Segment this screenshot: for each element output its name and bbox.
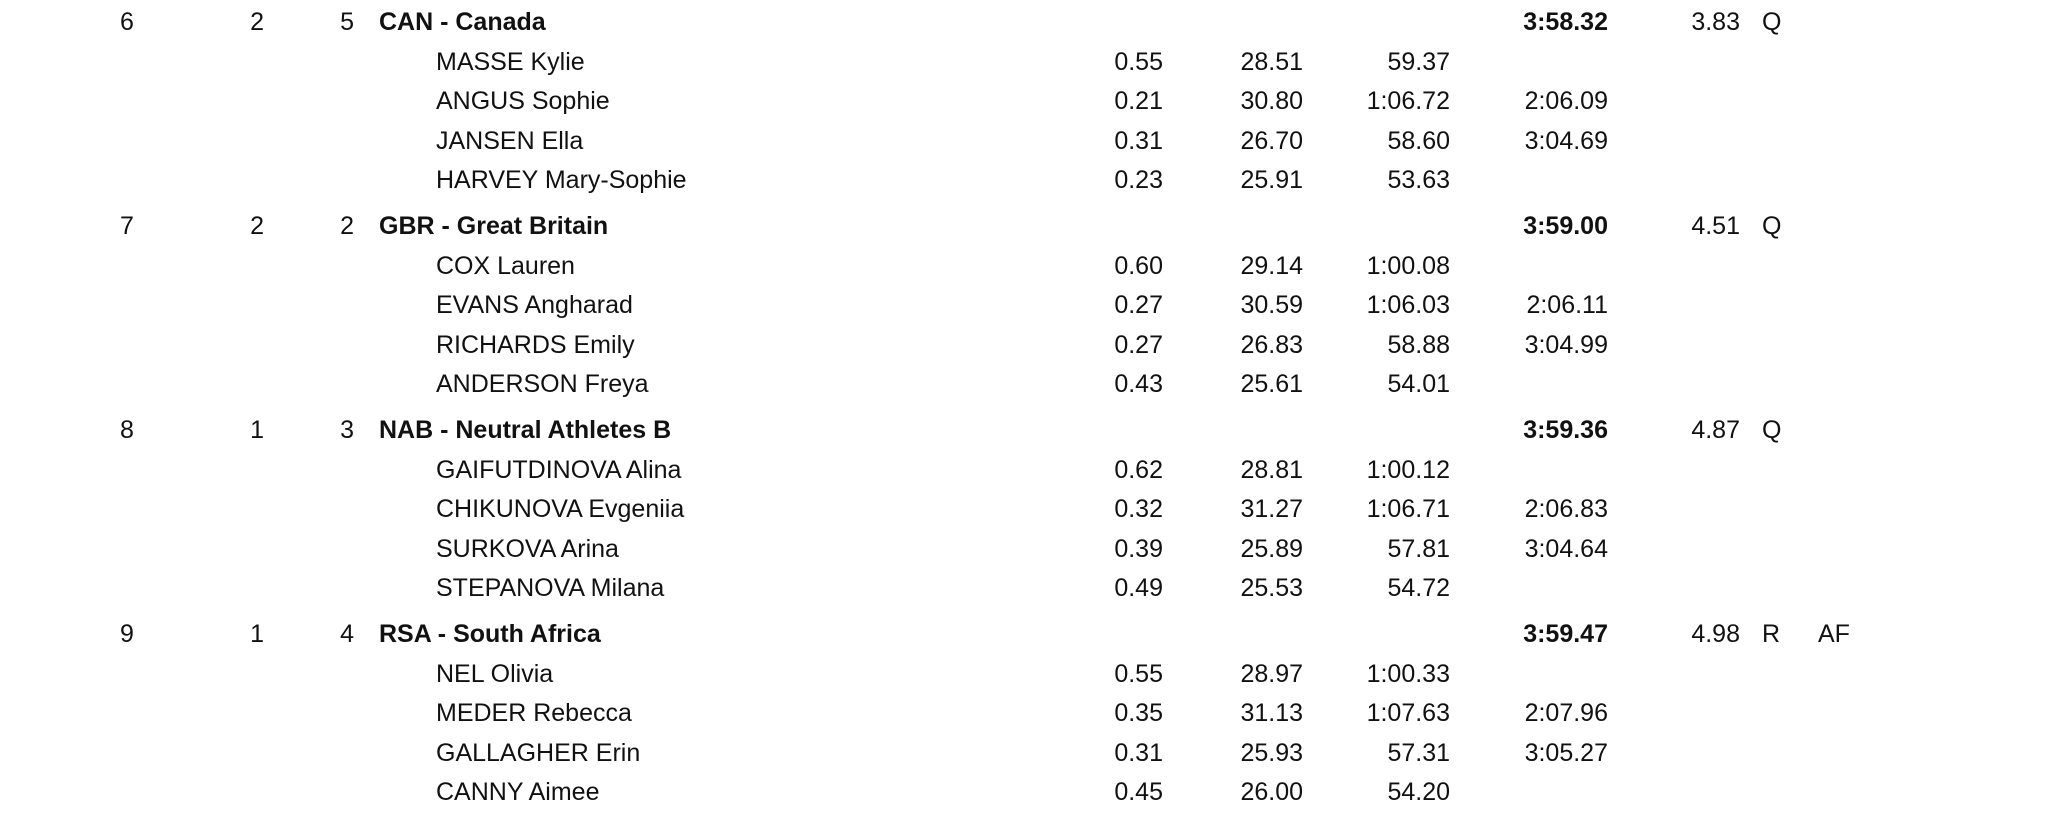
swimmer-cumulative-time: 3:05.27 — [1524, 738, 1608, 767]
swimmer-split-100: 54.20 — [1387, 777, 1450, 806]
swimmer-split-100: 59.37 — [1387, 48, 1450, 76]
swimmer-name: GAIFUTDINOVA Alina — [436, 456, 682, 484]
team-time: 3:58.32 — [1523, 8, 1608, 36]
swimmer-split-100: 58.88 — [1387, 330, 1450, 359]
swimmer-reaction-time: 0.39 — [1114, 534, 1163, 563]
swimmer-split-100: 1:06.72 — [1366, 87, 1450, 116]
swimmer-reaction-time: 0.27 — [1114, 330, 1163, 359]
team-time: 3:59.47 — [1523, 620, 1608, 648]
swimmer-split-100: 1:00.08 — [1366, 252, 1450, 280]
swimmer-split-50: 28.97 — [1240, 660, 1303, 688]
team-row — [0, 208, 2052, 244]
team-lane: 3 — [340, 416, 354, 444]
team-lane: 2 — [340, 212, 354, 240]
swimmer-cumulative-time: 3:04.69 — [1524, 126, 1608, 155]
team-name: RSA - South Africa — [379, 620, 601, 648]
swimmer-row — [0, 287, 2052, 323]
swimmer-reaction-time: 0.31 — [1114, 126, 1163, 155]
swimmer-split-100: 1:07.63 — [1366, 699, 1450, 728]
swimmer-reaction-time: 0.27 — [1114, 291, 1163, 320]
team-lane: 4 — [340, 620, 354, 648]
swimmer-split-100: 58.60 — [1387, 126, 1450, 155]
team-rank: 6 — [120, 8, 134, 36]
swimmer-row — [0, 123, 2052, 159]
swimmer-split-100: 1:06.71 — [1366, 495, 1450, 524]
team-time: 3:59.36 — [1523, 416, 1608, 444]
swimmer-split-100: 1:00.12 — [1366, 456, 1450, 484]
swimmer-split-50: 30.59 — [1240, 291, 1303, 320]
swimmer-row — [0, 491, 2052, 527]
swimmer-name: COX Lauren — [436, 252, 575, 280]
swimmer-cumulative-time: 3:04.64 — [1524, 534, 1608, 563]
swimmer-row — [0, 327, 2052, 363]
team-name: NAB - Neutral Athletes B — [379, 416, 672, 444]
team-row — [0, 4, 2052, 40]
swimmer-split-100: 57.81 — [1387, 534, 1450, 563]
swimmer-name: RICHARDS Emily — [436, 330, 635, 359]
swimmer-reaction-time: 0.55 — [1114, 48, 1163, 76]
swimmer-name: HARVEY Mary-Sophie — [436, 165, 687, 194]
team-qualification: R — [1762, 620, 1781, 648]
swimmer-split-50: 25.61 — [1240, 369, 1303, 398]
swimmer-split-50: 29.14 — [1240, 252, 1303, 280]
swimmer-split-50: 26.83 — [1240, 330, 1303, 359]
team-behind: 4.51 — [1691, 212, 1740, 240]
swimmer-reaction-time: 0.62 — [1114, 456, 1163, 484]
swimmer-reaction-time: 0.32 — [1114, 495, 1163, 524]
swimmer-split-50: 25.89 — [1240, 534, 1303, 563]
swimmer-row — [0, 774, 2052, 810]
swimmer-split-50: 30.80 — [1240, 87, 1303, 116]
swimmer-reaction-time: 0.49 — [1114, 573, 1163, 602]
swimmer-row — [0, 83, 2052, 119]
swimmer-cumulative-time: 2:07.96 — [1524, 699, 1608, 728]
swimmer-split-100: 54.72 — [1387, 573, 1450, 602]
swimmer-reaction-time: 0.35 — [1114, 699, 1163, 728]
swimmer-split-50: 25.91 — [1240, 165, 1303, 194]
team-row — [0, 412, 2052, 448]
team-name: CAN - Canada — [379, 8, 546, 36]
team-heat: 2 — [250, 8, 264, 36]
swimmer-row — [0, 366, 2052, 402]
swimmer-reaction-time: 0.60 — [1114, 252, 1163, 280]
swimmer-name: ANGUS Sophie — [436, 87, 610, 116]
team-heat: 2 — [250, 212, 264, 240]
swimmer-name: STEPANOVA Milana — [436, 573, 665, 602]
swimmer-cumulative-time: 2:06.11 — [1526, 291, 1608, 320]
team-lane: 5 — [340, 8, 354, 36]
swimmer-split-50: 31.13 — [1240, 699, 1303, 728]
swimmer-split-50: 28.51 — [1240, 48, 1303, 76]
swimmer-cumulative-time: 3:04.99 — [1524, 330, 1608, 359]
swimmer-reaction-time: 0.31 — [1114, 738, 1163, 767]
team-qualification: Q — [1762, 416, 1782, 444]
swimmer-cumulative-time: 2:06.09 — [1524, 87, 1608, 116]
team-time: 3:59.00 — [1523, 212, 1608, 240]
team-row — [0, 616, 2052, 652]
swimmer-split-50: 26.00 — [1240, 777, 1303, 806]
swimmer-cumulative-time: 2:06.83 — [1524, 495, 1608, 524]
swimmer-row — [0, 44, 2052, 80]
swimmer-row — [0, 452, 2052, 488]
team-behind: 4.98 — [1691, 620, 1740, 648]
swimmer-row — [0, 735, 2052, 771]
team-heat: 1 — [250, 620, 264, 648]
swimmer-name: EVANS Angharad — [436, 291, 633, 320]
team-name: GBR - Great Britain — [379, 212, 609, 240]
team-behind: 4.87 — [1691, 416, 1740, 444]
team-heat: 1 — [250, 416, 264, 444]
swimmer-reaction-time: 0.43 — [1114, 369, 1163, 398]
swimmer-name: CHIKUNOVA Evgeniia — [436, 495, 685, 524]
team-rank: 7 — [120, 212, 134, 240]
swimmer-split-100: 53.63 — [1387, 165, 1450, 194]
team-rank: 8 — [120, 416, 134, 444]
swimmer-split-50: 28.81 — [1240, 456, 1303, 484]
swimmer-row — [0, 248, 2052, 284]
swimmer-reaction-time: 0.45 — [1114, 777, 1163, 806]
swimmer-row — [0, 570, 2052, 606]
swimmer-split-50: 31.27 — [1240, 495, 1303, 524]
swimmer-row — [0, 656, 2052, 692]
swimmer-row — [0, 695, 2052, 731]
swimmer-split-100: 57.31 — [1387, 738, 1450, 767]
swimmer-name: GALLAGHER Erin — [436, 738, 641, 767]
swimmer-split-50: 25.93 — [1240, 738, 1303, 767]
swimmer-name: SURKOVA Arina — [436, 534, 619, 563]
swimmer-row — [0, 162, 2052, 198]
team-behind: 3.83 — [1691, 8, 1740, 36]
swimmer-split-50: 26.70 — [1240, 126, 1303, 155]
swimmer-reaction-time: 0.23 — [1114, 165, 1163, 194]
team-record: AF — [1818, 620, 1850, 648]
swimmer-name: MEDER Rebecca — [436, 699, 632, 728]
swimmer-split-100: 54.01 — [1387, 369, 1450, 398]
swimmer-name: JANSEN Ella — [436, 126, 584, 155]
swimmer-name: MASSE Kylie — [436, 48, 585, 76]
swimmer-split-100: 1:00.33 — [1366, 660, 1450, 688]
team-qualification: Q — [1762, 212, 1782, 240]
swimmer-row — [0, 531, 2052, 567]
team-rank: 9 — [120, 620, 134, 648]
swimmer-split-50: 25.53 — [1240, 573, 1303, 602]
team-qualification: Q — [1762, 8, 1782, 36]
swimmer-reaction-time: 0.21 — [1114, 87, 1163, 116]
swimmer-split-100: 1:06.03 — [1366, 291, 1450, 320]
swimmer-name: CANNY Aimee — [436, 777, 600, 806]
swimmer-name: ANDERSON Freya — [436, 369, 649, 398]
swimmer-name: NEL Olivia — [436, 660, 554, 688]
swimmer-reaction-time: 0.55 — [1114, 660, 1163, 688]
